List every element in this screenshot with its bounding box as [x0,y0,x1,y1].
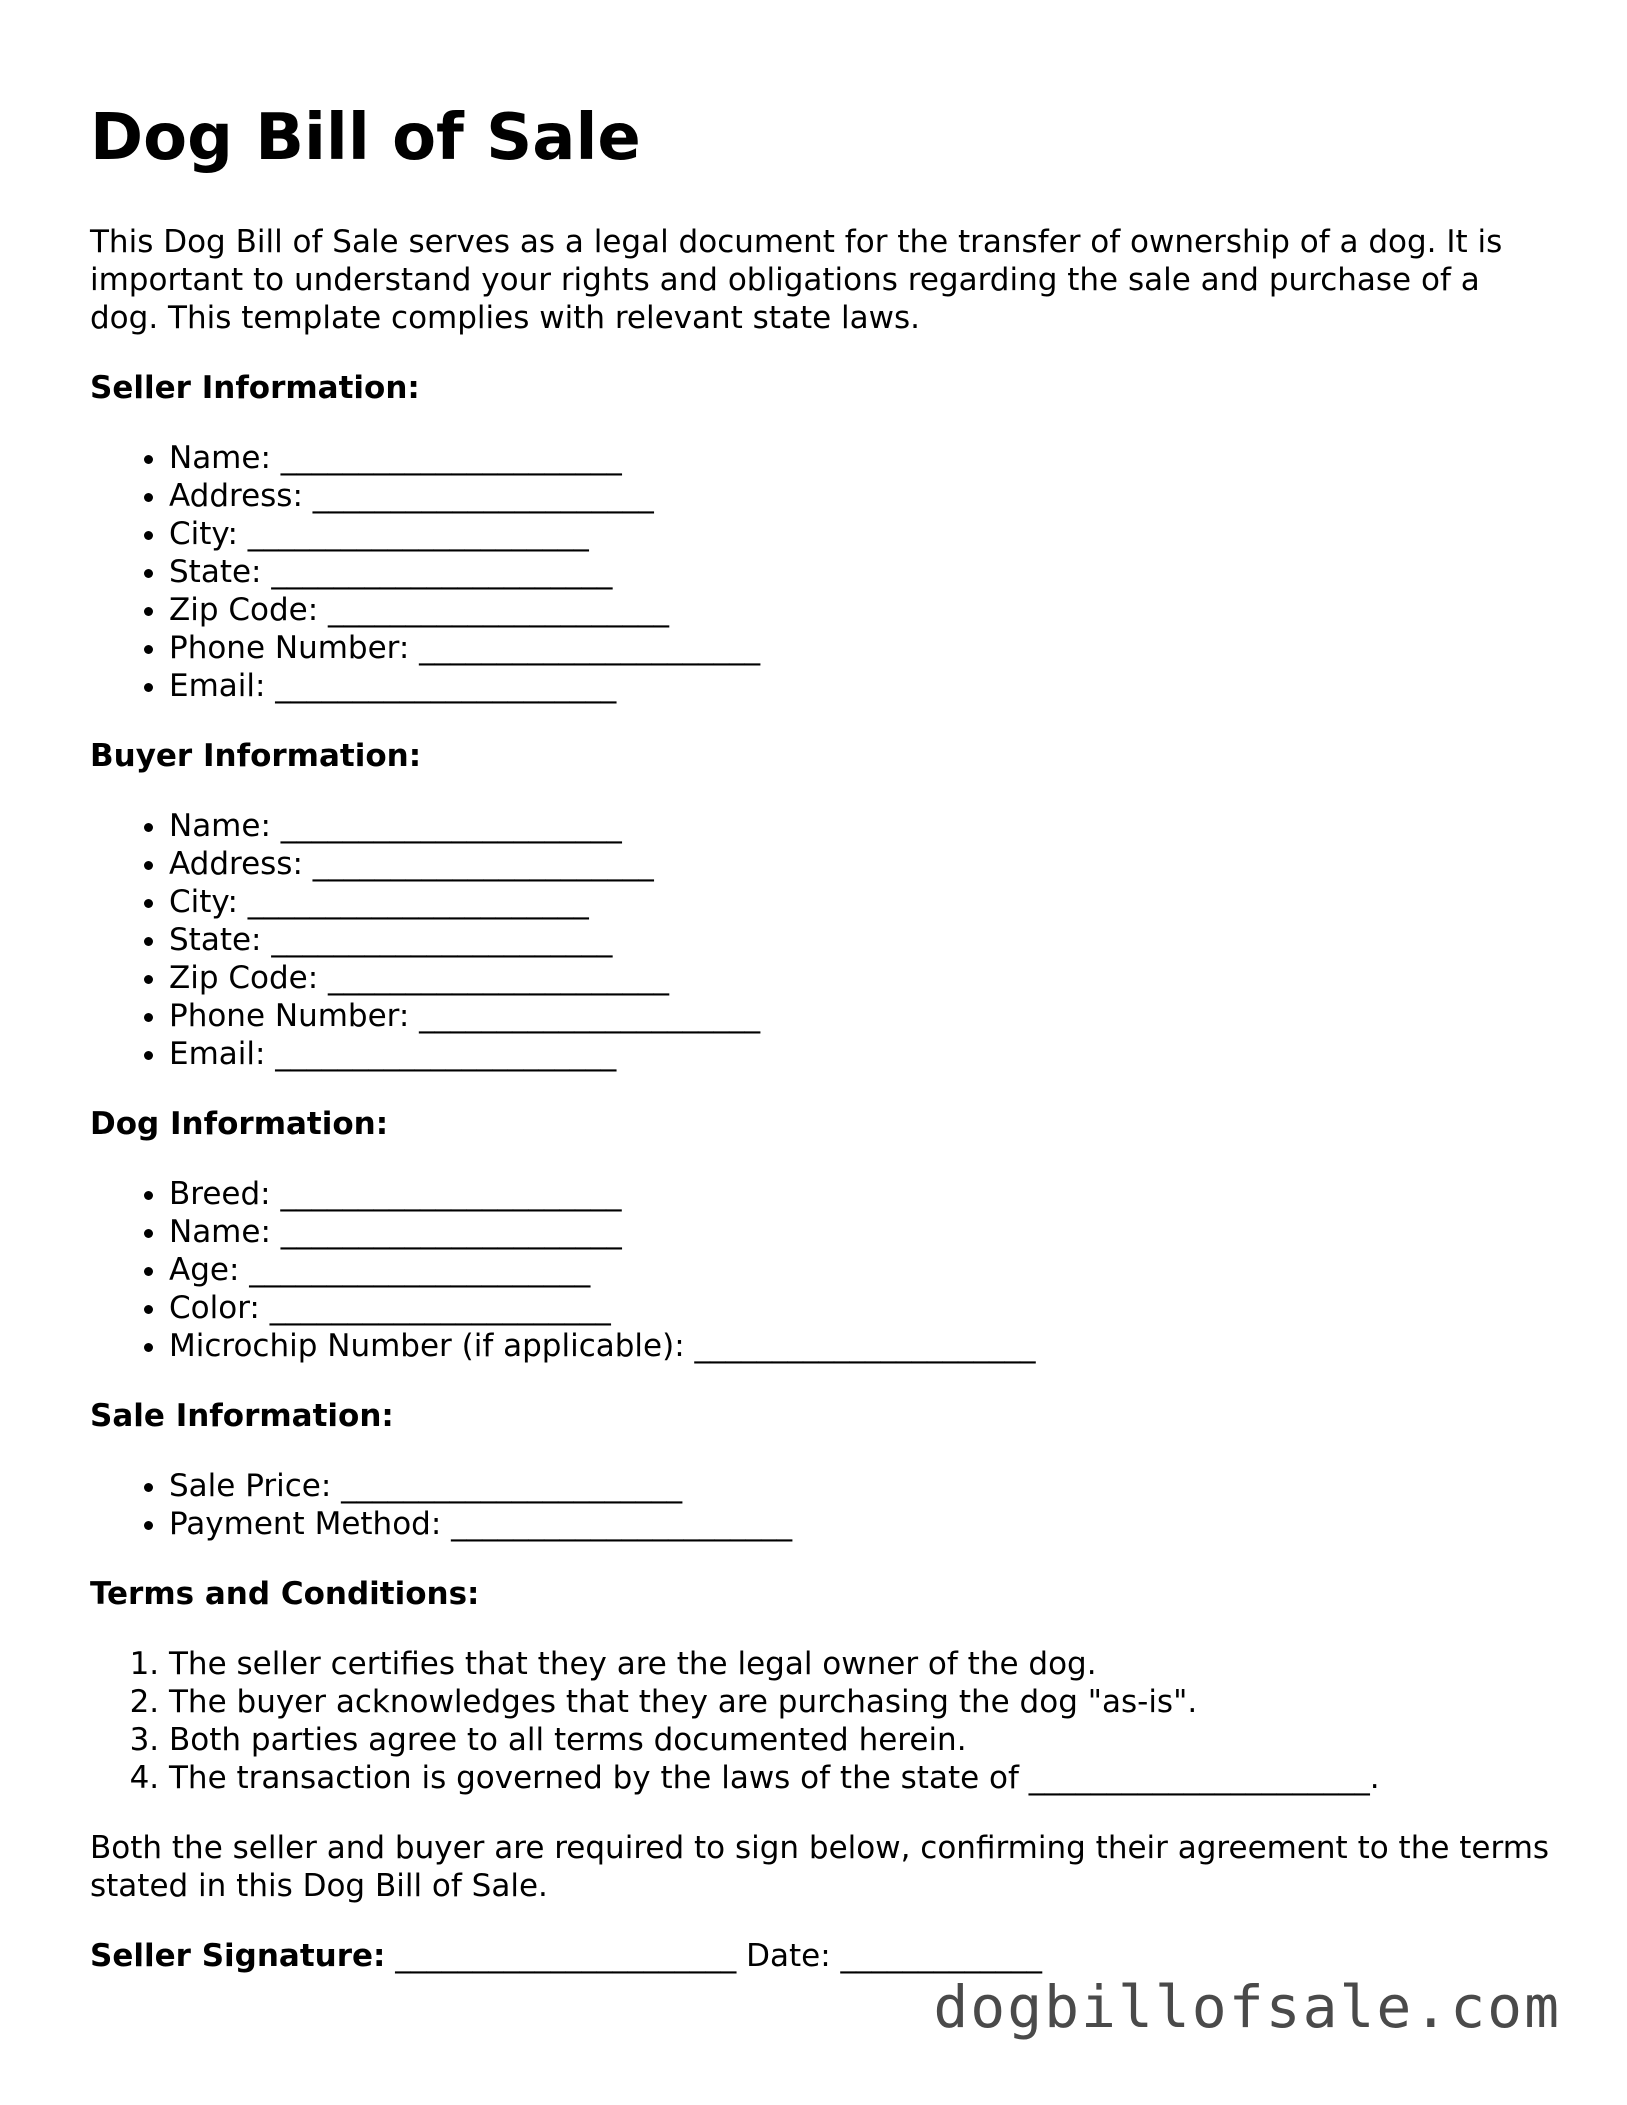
seller-state-field: • State: ______________________ [169,553,1550,591]
buyer-phone-field: • Phone Number: ______________________ [169,997,1550,1035]
payment-method-field: • Payment Method: ______________________ [169,1505,1550,1543]
term-item: 3. Both parties agree to all terms documented herein. [169,1721,1550,1759]
seller-phone-field: • Phone Number: ______________________ [169,629,1550,667]
terms-section-heading: Terms and Conditions: [90,1575,480,1612]
buyer-state-field: • State: ______________________ [169,921,1550,959]
seller-address-field: • Address: ______________________ [169,477,1550,515]
sale-section-heading: Sale Information: [90,1397,394,1434]
seller-name-field: • Name: ______________________ [169,439,1550,477]
buyer-section-heading: Buyer Information: [90,737,422,774]
dog-microchip-field: • Microchip Number (if applicable): ______________________ [169,1327,1550,1365]
term-item: 4. The transaction is governed by the laws of the state of ______________________. [169,1759,1550,1797]
seller-zip-field: • Zip Code: ______________________ [169,591,1550,629]
dog-section-heading: Dog Information: [90,1105,389,1142]
sale-field-list [90,1467,1550,1543]
buyer-zip-field: • Zip Code: ______________________ [169,959,1550,997]
buyer-field-list [90,807,1550,1073]
intro-paragraph: This Dog Bill of Sale serves as a legal document for the transfer of ownership of a dog. It is important to understand your rights and obligations regarding the sale and purchase of a dog. This template complies with relevant state laws. [90,223,1503,336]
dog-name-field: • Name: ______________________ [169,1213,1550,1251]
document-page [90,100,1550,1975]
buyer-address-field: • Address: ______________________ [169,845,1550,883]
dog-age-field: • Age: ______________________ [169,1251,1550,1289]
seller-email-field: • Email: ______________________ [169,667,1550,705]
term-item: 1. The seller certifies that they are the legal owner of the dog. [169,1645,1550,1683]
buyer-email-field: • Email: ______________________ [169,1035,1550,1073]
seller-signature-label: Seller Signature: [90,1937,386,1974]
buyer-name-field: • Name: ______________________ [169,807,1550,845]
buyer-city-field: • City: ______________________ [169,883,1550,921]
seller-section-heading: Seller Information: [90,369,420,406]
seller-field-list [90,439,1550,705]
seller-signature-blank: ______________________ Date: _____________ [385,1937,1043,1974]
seller-city-field: • City: ______________________ [169,515,1550,553]
term-item: 2. The buyer acknowledges that they are purchasing the dog "as-is". [169,1683,1550,1721]
watermark: dogbillofsale.com [933,1973,1561,2041]
closing-paragraph: Both the seller and buyer are required to sign below, confirming their agreement to the terms stated in this Dog Bill of Sale. [90,1829,1550,1904]
sale-price-field: • Sale Price: ______________________ [169,1467,1550,1505]
dog-color-field: • Color: ______________________ [169,1289,1550,1327]
seller-signature-line [90,1937,1550,1975]
dog-field-list [90,1175,1550,1365]
terms-list [90,1645,1550,1797]
dog-breed-field: • Breed: ______________________ [169,1175,1550,1213]
document-title: Dog Bill of Sale [90,101,641,175]
